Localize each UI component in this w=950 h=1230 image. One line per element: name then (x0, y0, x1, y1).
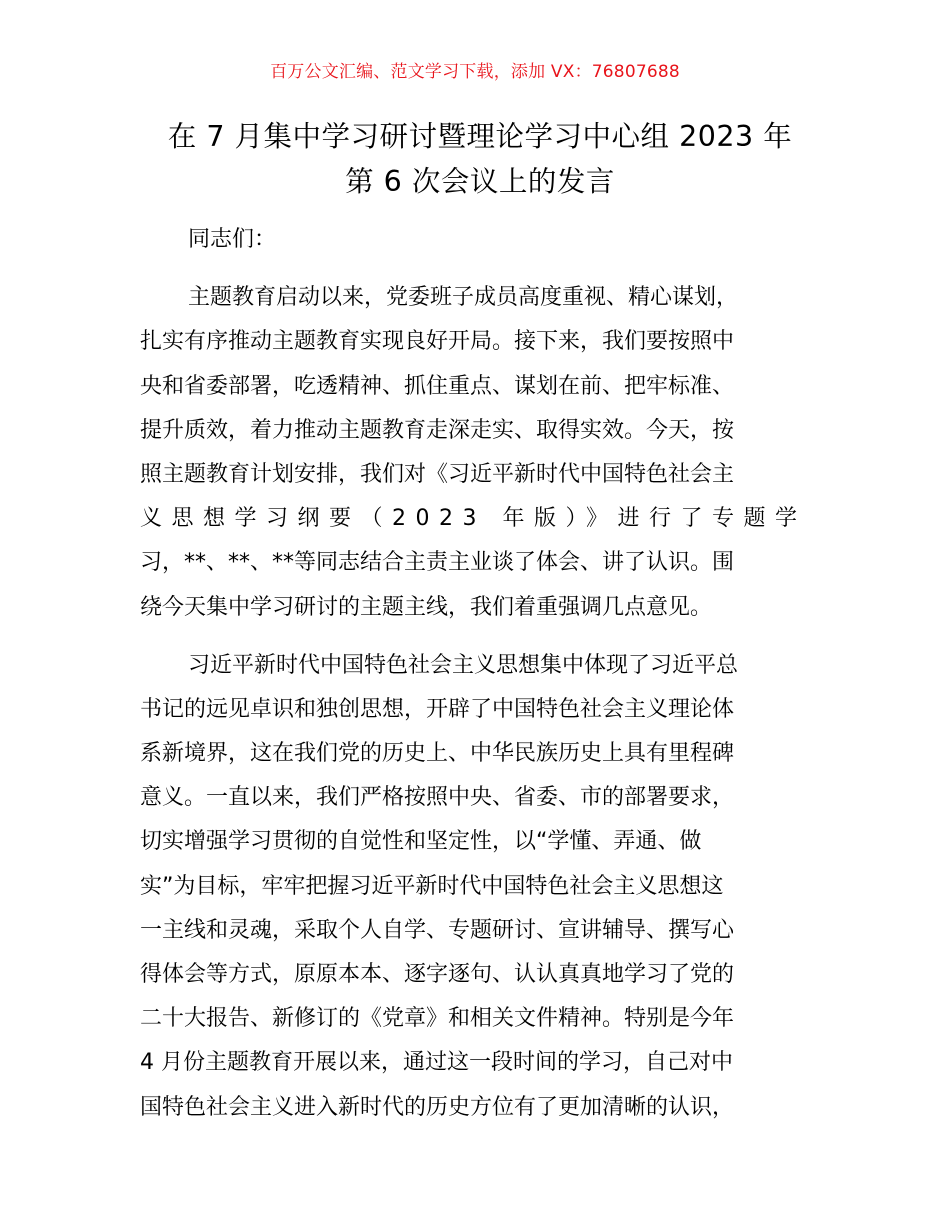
paragraph-line: 系新境界，这在我们党的历史上、中华民族历史上具有里程碑 (140, 741, 735, 767)
title-line-2: 第 6 次会议上的发言 (345, 165, 615, 198)
document-body (140, 218, 812, 1130)
paragraph-line: 二十大报告、新修订的《党章》和相关文件精神。特别是今年 (140, 1006, 735, 1032)
paragraph-line: 4 月份主题教育开展以来，通过这一段时间的学习，自己对中 (140, 1050, 733, 1076)
paragraph-line: 习，**、**、**等同志结合主责主业谈了体会、讲了认识。围 (140, 550, 735, 576)
paragraph-line: 书记的远见卓识和独创思想，开辟了中国特色社会主义理论体 (140, 696, 735, 722)
paragraph-1 (140, 276, 812, 630)
paragraph-2 (140, 644, 812, 1130)
paragraph-line: 央和省委部署，吃透精神、抓住重点、谋划在前、把牢标准、 (140, 373, 735, 399)
salutation: 同志们： (188, 227, 277, 252)
paragraph-line: 主题教育启动以来，党委班子成员高度重视、精心谋划， (188, 285, 739, 311)
paragraph-line: 绕今天集中学习研讨的主题主线，我们着重强调几点意见。 (140, 594, 713, 620)
paragraph-line: 照主题教育计划安排，我们对《习近平新时代中国特色社会主 (140, 461, 735, 487)
paragraph-line: 得体会等方式，原原本本、逐字逐句、认认真真地学习了党的 (140, 962, 735, 987)
paragraph-line: 提升质效，着力推动主题教育走深走实、取得实效。今天，按 (140, 417, 735, 443)
paragraph-line: 扎实有序推动主题教育实现良好开局。接下来，我们要按照中 (140, 329, 735, 355)
document-title (130, 114, 830, 204)
paragraph-line: 意义。一直以来，我们严格按照中央、省委、市的部署要求， (140, 785, 735, 811)
paragraph-line: 一主线和灵魂，采取个人自学、专题研讨、宣讲辅导、撰写心 (140, 917, 735, 943)
paragraph-line: 国特色社会主义进入新时代的历史方位有了更加清晰的认识， (140, 1094, 735, 1120)
paragraph-line: 切实增强学习贯彻的自觉性和坚定性，以“学懂、弄通、做 (140, 829, 702, 855)
paragraph-line: 实”为目标，牢牢把握习近平新时代中国特色社会主义思想这 (140, 873, 724, 899)
title-line-1: 在 7 月集中学习研讨暨理论学习中心组 2023 年 (167, 120, 793, 153)
paragraph-line: 习近平新时代中国特色社会主义思想集中体现了习近平总 (188, 652, 739, 678)
watermark-header: 百万公文汇编、范文学习下载，添加 VX：76807688 (270, 62, 680, 82)
paragraph-line: 义思想学习纲要（2023 年版）》进行了专题学 (140, 506, 807, 532)
